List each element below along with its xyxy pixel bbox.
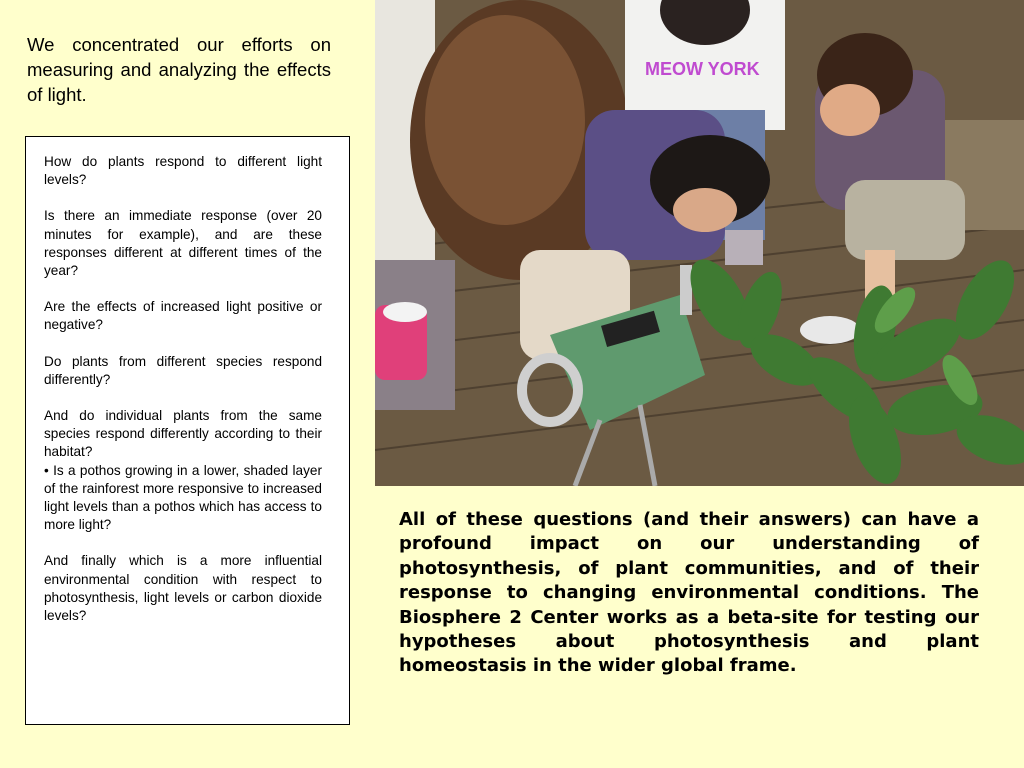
leaf-chamber [725, 230, 763, 265]
question-habitat: And do individual plants from the same species respond differently according to their habitat? [44, 408, 322, 460]
students-measuring-photo [375, 0, 1024, 486]
summary-text: All of these questions (and their answers) can have a profound impact on our understanding of photosynthesis, of plant communities, and of their response to changing environmental conditions. The Biosphere 2 Center works as a beta-site for testing our hypotheses about photosynthesis and plant homeostasis in the wider global frame. [399, 509, 979, 677]
question-pothos-bullet: • Is a pothos growing in a lower, shaded layer of the rainforest more responsive to increased light levels than a pothos which has access to more light? [44, 462, 322, 533]
photo-illustration [375, 0, 1024, 486]
questions-box [25, 136, 350, 725]
intro-text: We concentrated our efforts on measuring and analyzing the effects of light. [27, 34, 331, 105]
question-immediate-response: Is there an immediate response (over 20 minutes for example), and are these responses different at different times of the year? [44, 208, 322, 279]
question-light-levels: How do plants respond to different light levels? [44, 154, 322, 188]
sneaker [800, 316, 860, 344]
question-species-difference: Do plants from different species respond differently? [44, 353, 322, 387]
student-right-shorts [845, 180, 965, 260]
question-effects-sign: Are the effects of increased light positive or negative? [44, 299, 322, 333]
question-co2-vs-light: And finally which is a more influential environmental condition with respect to photosynthesis, light levels or carbon dioxide levels? [44, 553, 322, 624]
shirt-text: MEOW YORK [645, 59, 760, 79]
